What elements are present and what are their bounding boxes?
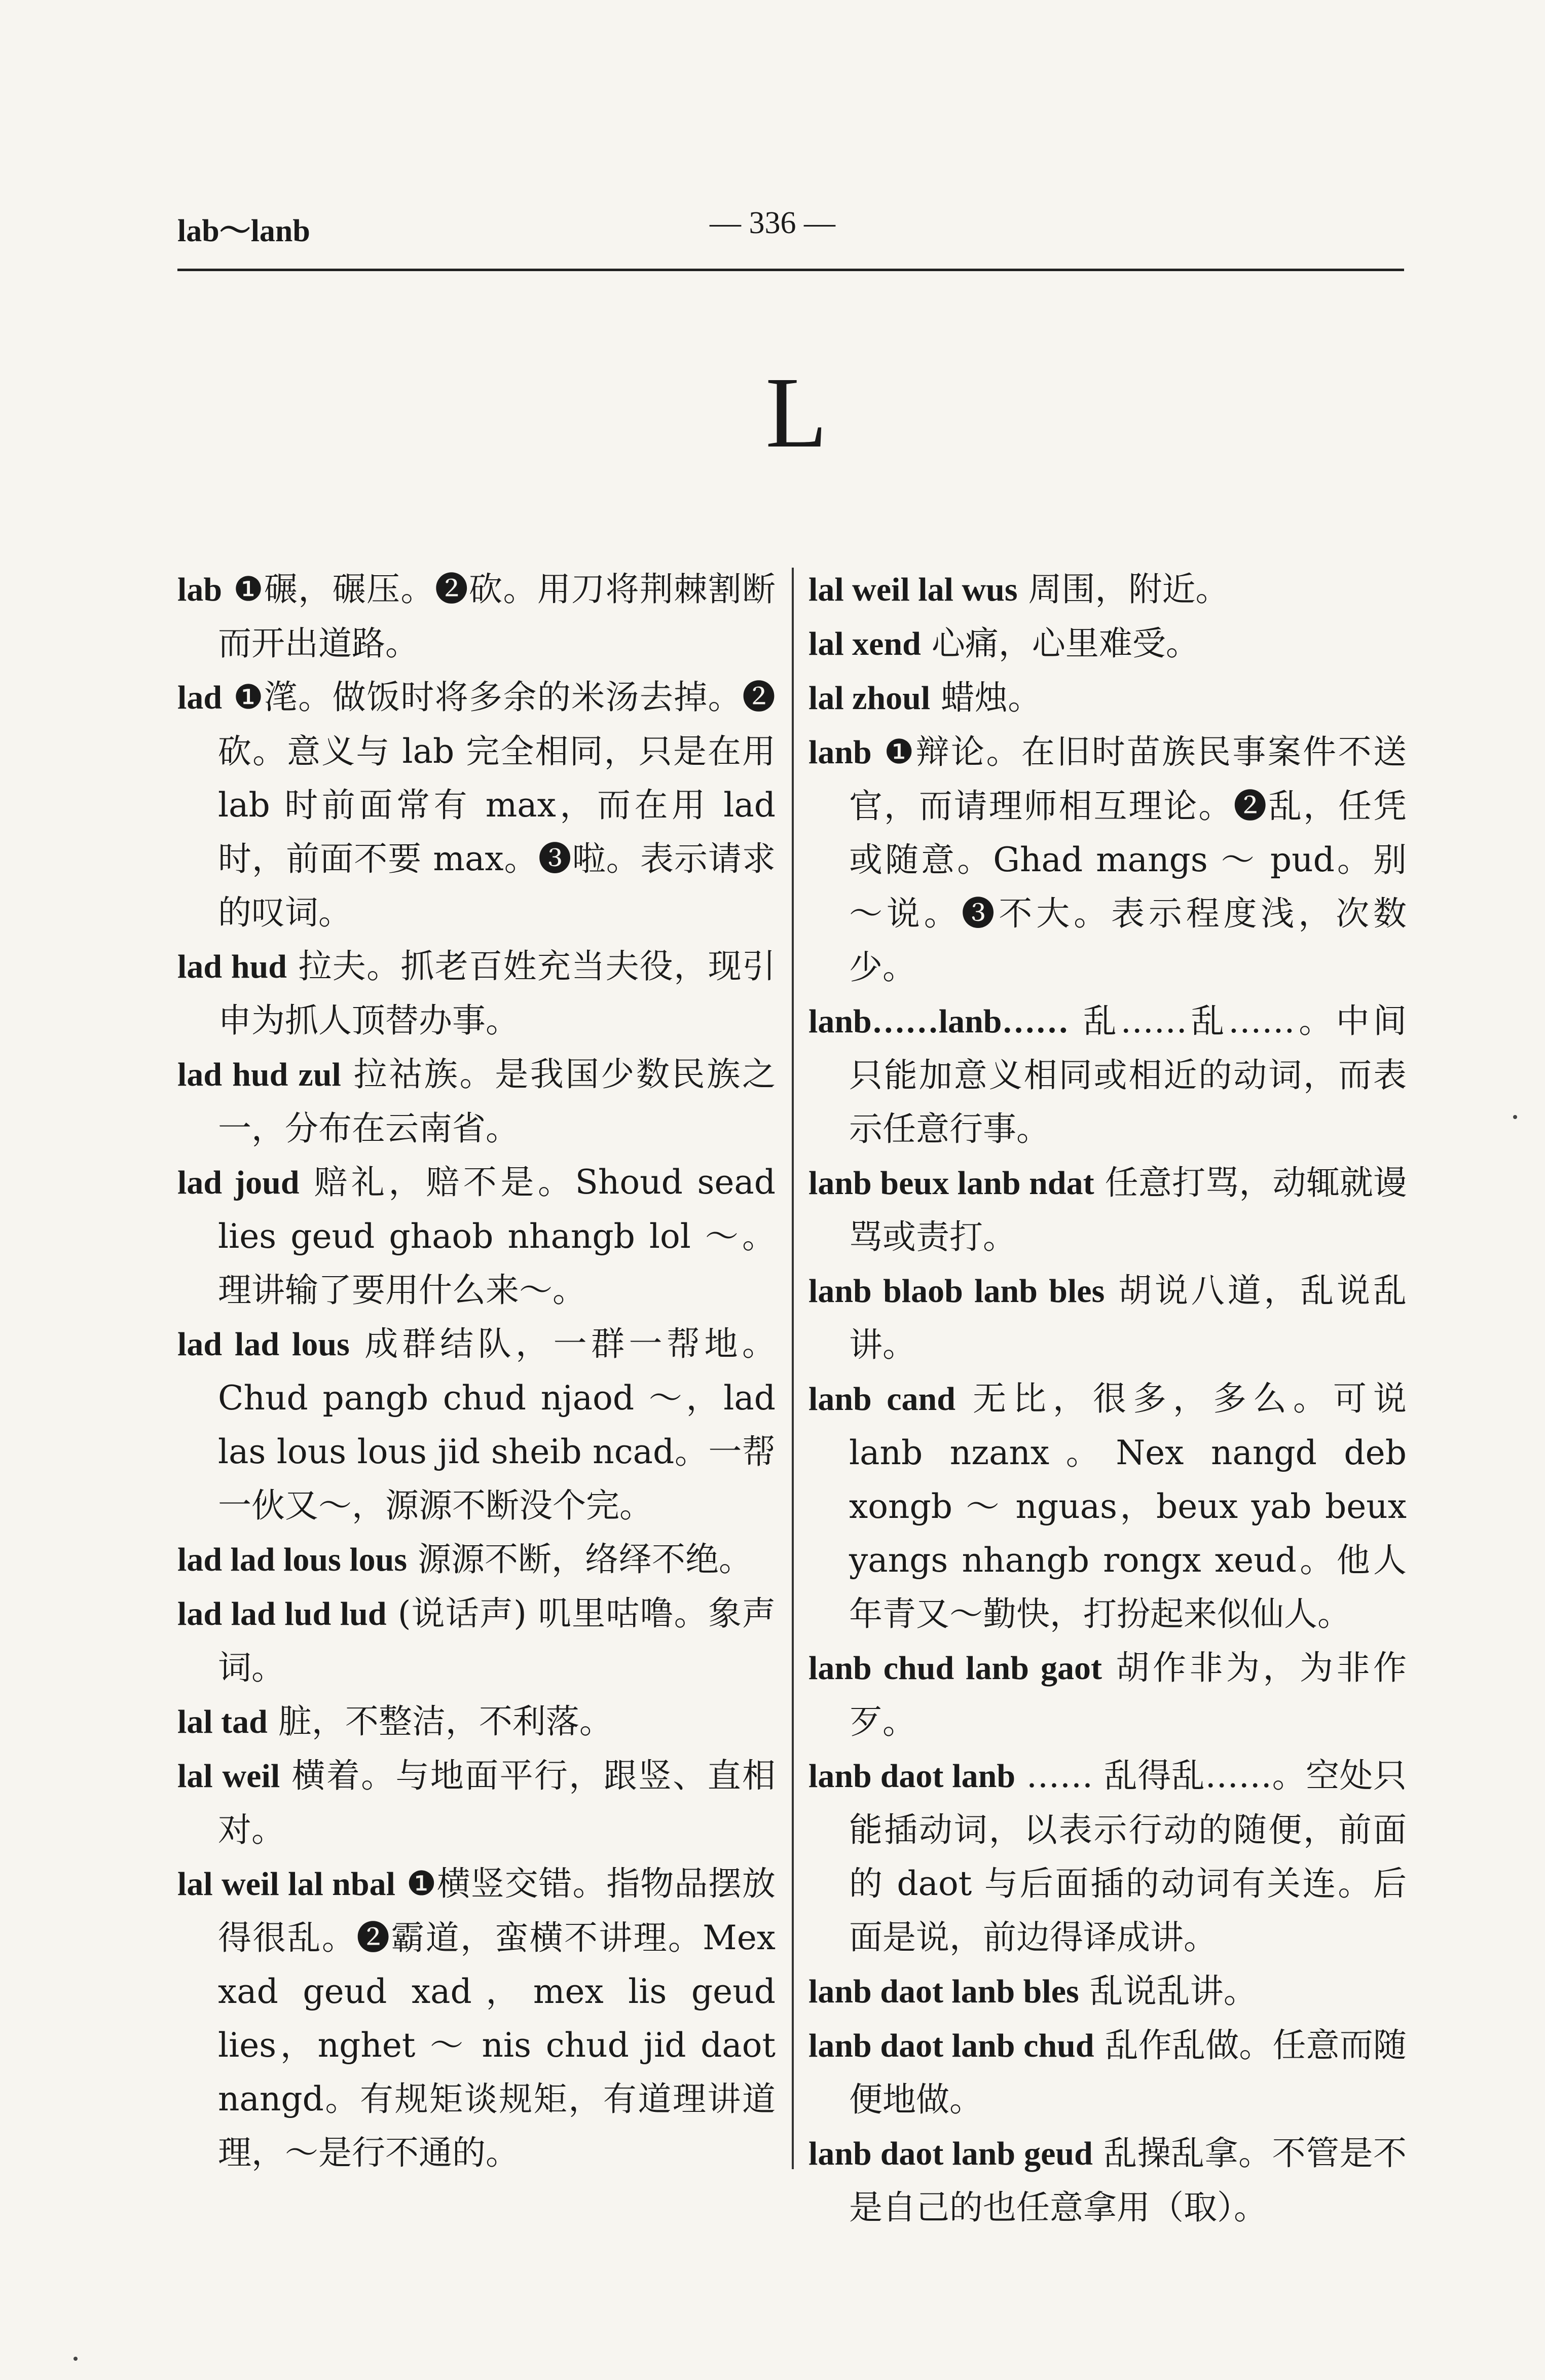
dictionary-entry [808, 1372, 1407, 1641]
running-header [177, 205, 1404, 256]
dictionary-entry [808, 725, 1407, 994]
entry-definition: 心痛，心里难受。 [921, 624, 1199, 663]
dictionary-entry [808, 1264, 1407, 1372]
entry-definition: 蜡烛。 [930, 678, 1042, 717]
entry-definition: 成群结队，一群一帮地。Chud pangb chud njaod ～，lad las lous lous jid sheib ncad。一帮一伙又～，源源不断没个完。 [218, 1324, 776, 1525]
dictionary-entry [177, 1317, 776, 1533]
entry-headword: lad lad lud lud [177, 1595, 387, 1632]
entry-definition: …… 乱得乱……。空处只能插动词，以表示行动的随便，前面的 daot 与后面插的动词有关连。后面是说，前边得译成讲。 [849, 1756, 1407, 1957]
entry-headword: lanb daot lanb geud [808, 2135, 1093, 2172]
dictionary-entry [808, 563, 1407, 617]
entry-definition: 胡作非为，为非作歹。 [849, 1648, 1407, 1741]
entry-definition: 拉祜族。是我国少数民族之一，分布在云南省。 [218, 1055, 776, 1148]
dictionary-entry [808, 1156, 1407, 1264]
entry-definition: ❶辩论。在旧时苗族民事案件不送官，而请理师相互理论。❷乱，任凭或随意。Ghad mangs ～ pud。别～说。❸不大。表示程度浅，次数少。 [849, 732, 1407, 987]
entry-definition: ❶碾，碾压。❷砍。用刀将荆棘割断而开出道路。 [218, 570, 776, 663]
entry-headword: lanb chud lanb gaot [808, 1650, 1102, 1687]
entry-headword: lanb cand [808, 1381, 955, 1418]
entry-definition: 源源不断，络绎不绝。 [407, 1540, 753, 1579]
entry-definition: (说话声) 叽里咕噜。象声词。 [218, 1594, 776, 1687]
entry-headword: lal weil lal wus [808, 571, 1018, 608]
entry-headword: lanb beux lanb ndat [808, 1165, 1094, 1202]
entry-definition: ❶滗。做饭时将多余的米汤去掉。❷砍。意义与 lab 完全相同，只是在用 lab 时前面常有 max，而在用 lad 时，前面不要 max。❸啦。表示请求的叹词。 [218, 678, 776, 932]
entry-headword: lanb blaob lanb bles [808, 1273, 1105, 1310]
dictionary-entry [808, 617, 1407, 671]
entry-definition: 拉夫。抓老百姓充当夫役，现引申为抓人顶替办事。 [218, 947, 776, 1040]
dictionary-entry [808, 1749, 1407, 1964]
dictionary-entry [177, 671, 776, 940]
entry-headword: lal zhoul [808, 680, 931, 717]
entry-headword: lanb [808, 734, 872, 771]
entry-definition: 乱作乱做。任意而随便地做。 [849, 2026, 1407, 2119]
entry-definition: 赔礼，赔不是。Shoud sead lies geud ghaob nhangb lol ～。理讲输了要用什么来～。 [218, 1163, 776, 1310]
entry-definition: 乱操乱拿。不管是不是自己的也任意拿用（取）。 [849, 2134, 1407, 2227]
entry-headword: lad hud [177, 948, 287, 985]
dictionary-entry [177, 1587, 776, 1695]
page-number: — 336 — [710, 206, 835, 240]
header-rule [177, 269, 1404, 271]
running-head: lab～lanb [177, 214, 310, 248]
entry-headword: lanb……lanb…… [808, 1003, 1069, 1040]
scan-speck [1513, 1115, 1517, 1119]
dictionary-entry [177, 1749, 776, 1857]
entry-headword: lad joud [177, 1164, 300, 1201]
entry-definition: 横着。与地面平行，跟竖、直相对。 [218, 1756, 776, 1849]
dictionary-entry [808, 994, 1407, 1156]
left-column [177, 563, 776, 2180]
entry-headword: lab [177, 571, 223, 608]
entry-headword: lad [177, 679, 223, 716]
dictionary-entry [177, 1695, 776, 1749]
entry-headword: lad hud zul [177, 1056, 341, 1093]
entry-headword: lal weil [177, 1758, 280, 1795]
scan-speck [73, 2357, 78, 2361]
entry-headword: lanb daot lanb bles [808, 1973, 1079, 2010]
entry-headword: lad lad lous [177, 1326, 350, 1363]
entry-definition: 乱说乱讲。 [1079, 1972, 1257, 2011]
dictionary-entry [808, 2019, 1407, 2127]
dictionary-entry [177, 1533, 776, 1587]
dictionary-entry [177, 1857, 776, 2180]
entry-definition: ❶横竖交错。指物品摆放得很乱。❷霸道，蛮横不讲理。Mex xad geud xad，mex lis geud lies，nghet ～ nis chud jid daot nangd。有规矩谈规矩，有道理讲道理，～是行不通的。 [218, 1864, 776, 2172]
entry-headword: lal xend [808, 625, 921, 662]
dictionary-entry [808, 671, 1407, 725]
entry-definition: 任意打骂，动辄就谩骂或责打。 [849, 1163, 1407, 1256]
dictionary-entry [177, 940, 776, 1048]
entry-definition: 无比，很多，多么。可说 lanb nzanx。Nex nangd deb xongb ～ nguas，beux yab beux yangs nhangb rongx xeud。他人年青又～勤快，打扮起来似仙人。 [849, 1379, 1407, 1633]
entry-headword: lanb daot lanb [808, 1758, 1016, 1795]
entry-headword: lal tad [177, 1703, 268, 1740]
entry-headword: lanb daot lanb chud [808, 2027, 1094, 2064]
dictionary-entry [808, 1964, 1407, 2019]
entry-definition: 周围，附近。 [1017, 570, 1229, 609]
entry-definition: 胡说八道，乱说乱讲。 [849, 1271, 1407, 1364]
dictionary-entry [808, 2127, 1407, 2235]
dictionary-entry [177, 1048, 776, 1156]
right-column [808, 563, 1407, 2235]
dictionary-entry [177, 563, 776, 671]
dictionary-entry [177, 1156, 776, 1317]
entry-definition: 脏，不整洁，不利落。 [267, 1702, 613, 1741]
section-letter: L [765, 357, 828, 469]
entry-definition: 乱……乱……。中间只能加意义相同或相近的动词，而表示任意行事。 [849, 1001, 1407, 1148]
entry-headword: lad lad lous lous [177, 1541, 408, 1578]
entry-headword: lal weil lal nbal [177, 1866, 395, 1903]
dictionary-entry [808, 1641, 1407, 1749]
column-divider [792, 568, 794, 2169]
